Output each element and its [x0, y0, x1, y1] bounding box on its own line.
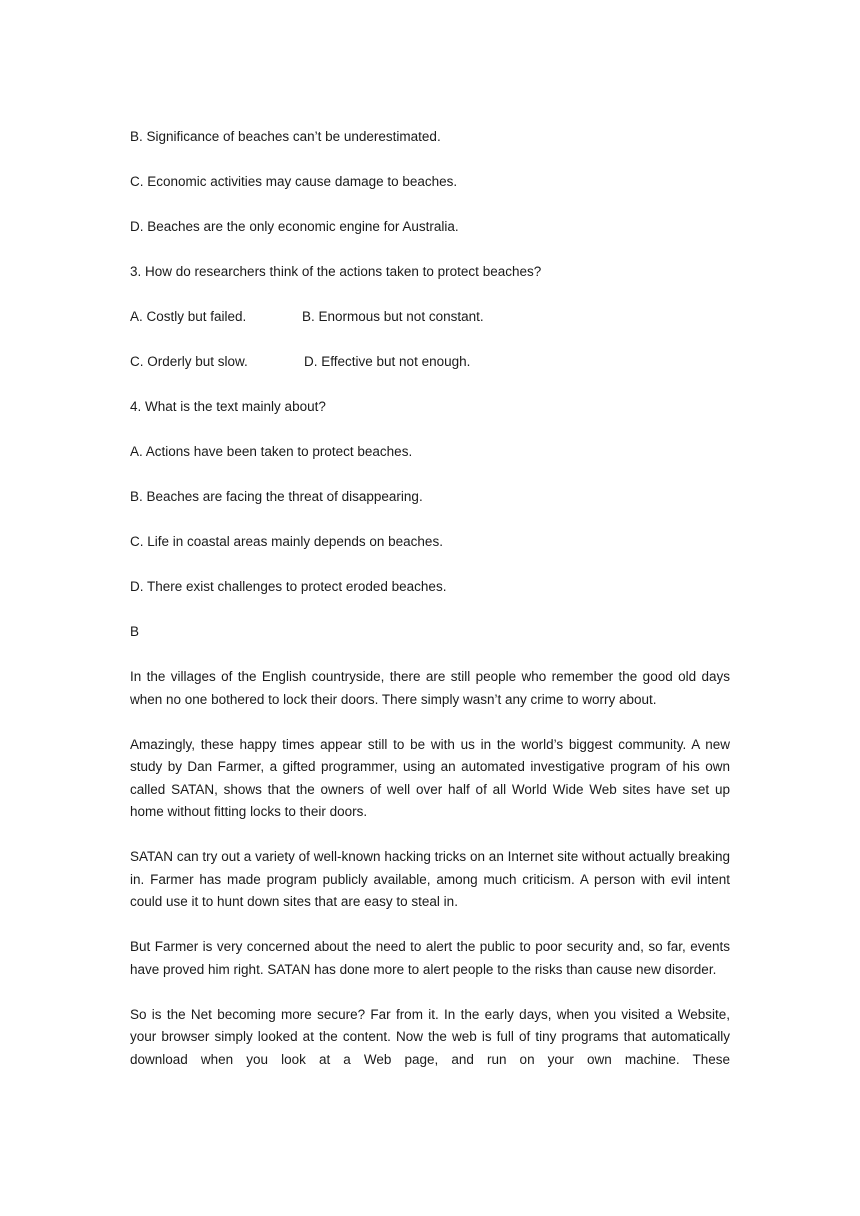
q3-option-c: C. Orderly but slow. — [130, 354, 248, 369]
q2-option-d: D. Beaches are the only economic engine for Australia. — [130, 219, 459, 234]
q3-options-row-1 — [130, 306, 730, 329]
passage-paragraph-1: In the villages of the English countryside, there are still people who remember the good old days when no one bothered to lock their doors. There simply wasn’t any crime to worry about. — [130, 669, 730, 707]
q4-option-b: B. Beaches are facing the threat of disappearing. — [130, 489, 423, 504]
q3-option-b: B. Enormous but not constant. — [302, 309, 484, 324]
q2-option-b: B. Significance of beaches can’t be underestimated. — [130, 129, 441, 144]
q4-option-d: D. There exist challenges to protect eroded beaches. — [130, 579, 447, 594]
q3-question: 3. How do researchers think of the actions taken to protect beaches? — [130, 264, 542, 279]
q4-option-c: C. Life in coastal areas mainly depends on beaches. — [130, 534, 443, 549]
q2-option-c: C. Economic activities may cause damage to beaches. — [130, 174, 458, 189]
passage-paragraph-5: So is the Net becoming more secure? Far from it. In the early days, when you visited a Website, your browser simply looked at the content. Now the web is full of tiny programs that automatically download when you look at a Web page, and run on your own machine. These — [130, 1006, 730, 1067]
q3-option-a: A. Costly but failed. — [130, 309, 247, 324]
q4-option-a: A. Actions have been taken to protect beaches. — [130, 444, 413, 459]
passage-paragraph-3: SATAN can try out a variety of well-known hacking tricks on an Internet site without actually breaking in. Farmer has made program publicly available, among much criticism. A person with evil intent could use it to hunt down sites that are easy to steal in. — [130, 849, 730, 909]
q4-question: 4. What is the text mainly about? — [130, 399, 326, 414]
q3-options-row-2 — [130, 351, 730, 374]
q3-option-d: D. Effective but not enough. — [304, 354, 471, 369]
document-page — [130, 126, 730, 1071]
section-label: B — [130, 624, 140, 639]
passage-paragraph-4: But Farmer is very concerned about the need to alert the public to poor security and, so far, events have proved him right. SATAN has done more to alert people to the risks than cause new disorder. — [130, 939, 730, 977]
passage-paragraph-2: Amazingly, these happy times appear still to be with us in the world’s biggest community. A new study by Dan Farmer, a gifted programmer, using an automated investigative program of his own called SATAN, shows that the owners of well over half of all World Wide Web sites have set up home without fitting locks to their doors. — [130, 736, 730, 819]
